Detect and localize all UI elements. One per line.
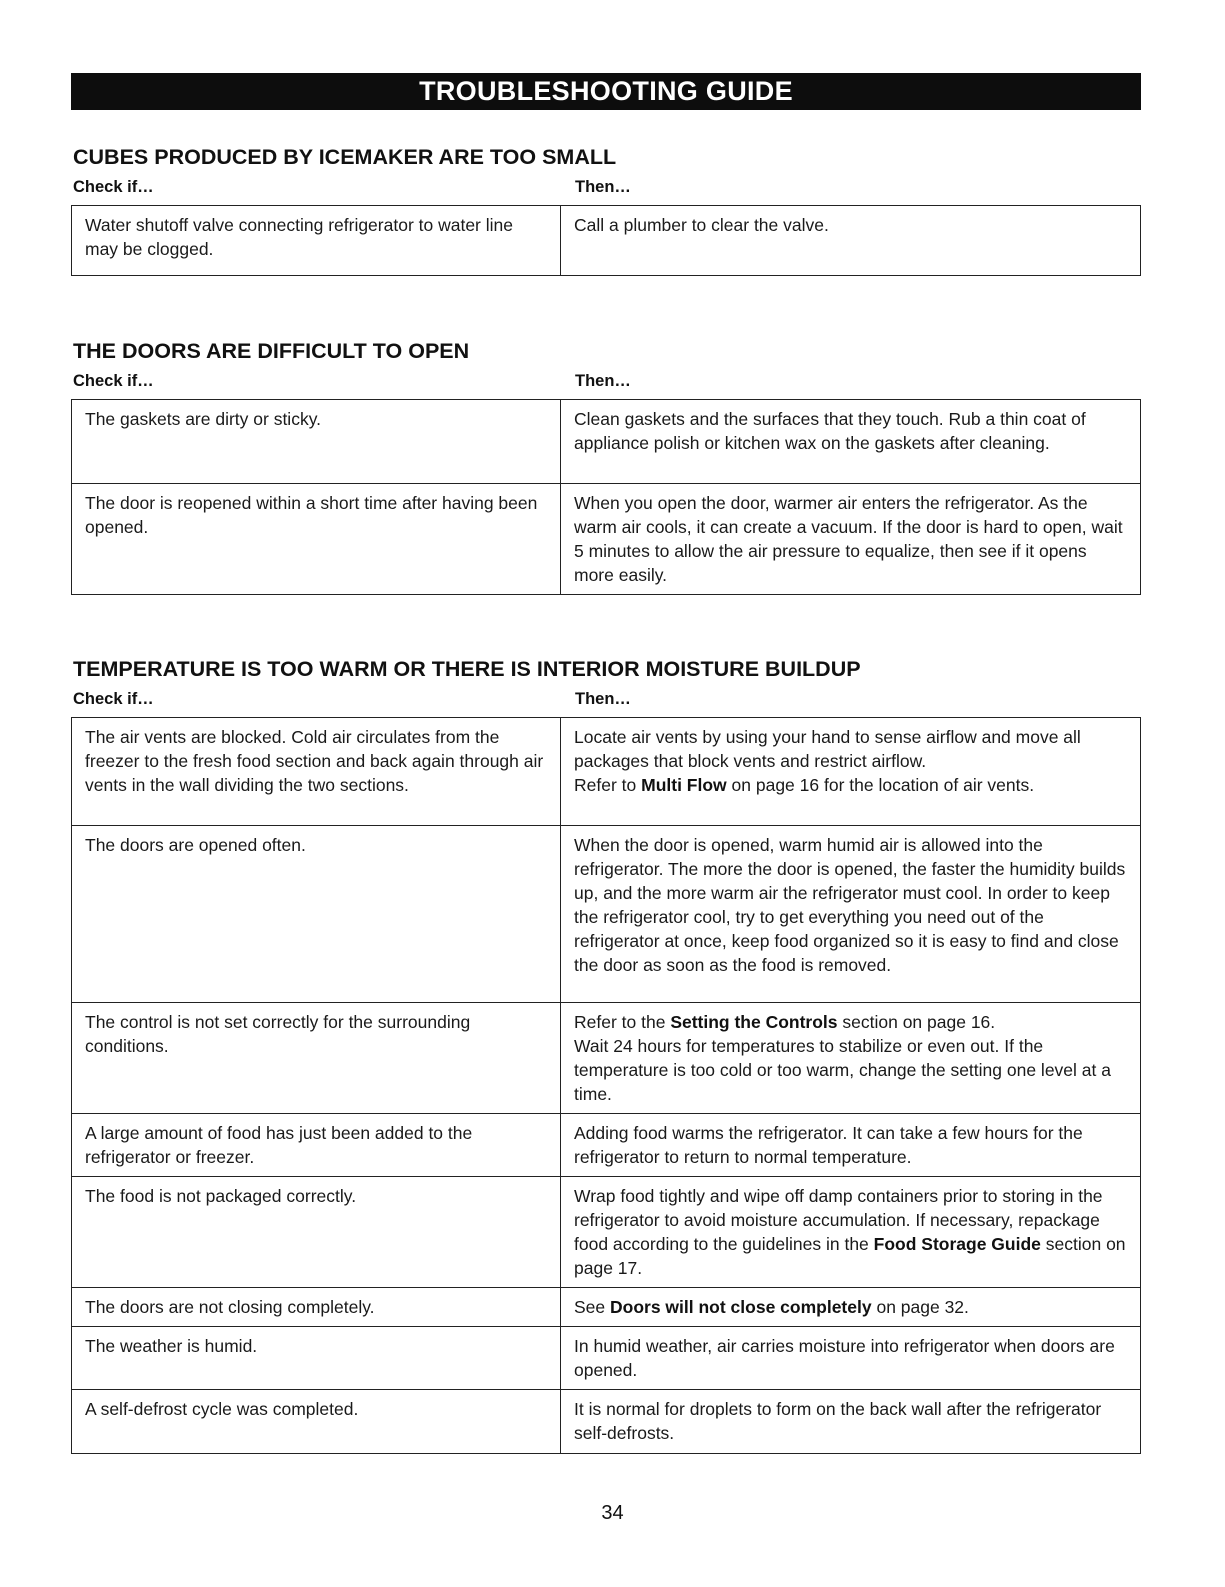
then-text: Wait 24 hours for temperatures to stabilize or even out. If the temperature is too cold or too warm, change the setting one level at a time.	[574, 1036, 1111, 1104]
then-text: Locate air vents by using your hand to sense airflow and move all packages that block vents and restrict airflow.	[574, 727, 1081, 771]
check-cell: The air vents are blocked. Cold air circulates from the freezer to the fresh food section and back again through air vents in the wall dividing the two sections.	[72, 718, 561, 826]
troubleshooting-table	[71, 717, 1141, 1454]
then-emphasis: Multi Flow	[641, 775, 727, 795]
section-title: TEMPERATURE IS TOO WARM OR THERE IS INTERIOR MOISTURE BUILDUP	[73, 657, 861, 681]
section-title: CUBES PRODUCED BY ICEMAKER ARE TOO SMALL	[73, 145, 617, 169]
check-cell: The doors are opened often.	[72, 826, 561, 1003]
check-cell: The gaskets are dirty or sticky.	[72, 400, 561, 484]
check-cell: The door is reopened within a short time after having been opened.	[72, 484, 561, 595]
page-number: 34	[601, 1502, 624, 1524]
section-doors	[71, 338, 1141, 595]
page-banner: TROUBLESHOOTING GUIDE	[71, 73, 1141, 110]
then-cell	[561, 718, 1141, 826]
table-row	[72, 826, 1141, 1003]
then-emphasis: Doors will not close completely	[610, 1297, 872, 1317]
then-text: section on page 16.	[837, 1012, 996, 1032]
check-header: Check if…	[73, 690, 154, 708]
table-row	[72, 718, 1141, 826]
then-cell: Clean gaskets and the surfaces that they touch. Rub a thin coat of appliance polish or kitchen wax on the gaskets after cleaning.	[561, 400, 1141, 484]
check-header: Check if…	[73, 372, 154, 390]
then-header: Then…	[575, 372, 631, 390]
column-headers	[71, 690, 1141, 712]
troubleshooting-table	[71, 205, 1141, 276]
then-header: Then…	[575, 178, 631, 196]
section-title: THE DOORS ARE DIFFICULT TO OPEN	[73, 339, 470, 363]
column-headers	[71, 178, 1141, 200]
check-cell: The weather is humid.	[72, 1327, 561, 1390]
then-cell: When you open the door, warmer air enters the refrigerator. As the warm air cools, it can create a vacuum. If the door is hard to open, wait 5 minutes to allow the air pressure to equalize, then see if it opens more easily.	[561, 484, 1141, 595]
then-emphasis: Food Storage Guide	[873, 1234, 1041, 1254]
then-cell: It is normal for droplets to form on the back wall after the refrigerator self-defrosts.	[561, 1390, 1141, 1454]
then-text: section on page 17.	[574, 1234, 1126, 1278]
check-cell: The doors are not closing completely.	[72, 1288, 561, 1327]
table-row	[72, 1288, 1141, 1327]
then-text: Refer to the	[574, 1012, 671, 1032]
table-row	[72, 1327, 1141, 1390]
then-cell	[561, 1177, 1141, 1288]
table-row	[72, 484, 1141, 595]
then-text: See	[574, 1297, 610, 1317]
table-row	[72, 400, 1141, 484]
check-cell: A self-defrost cycle was completed.	[72, 1390, 561, 1454]
check-cell: A large amount of food has just been added to the refrigerator or freezer.	[72, 1114, 561, 1177]
then-cell: Call a plumber to clear the valve.	[561, 206, 1141, 276]
troubleshooting-table	[71, 399, 1141, 595]
then-cell	[561, 1003, 1141, 1114]
table-row	[72, 1390, 1141, 1454]
then-cell: In humid weather, air carries moisture into refrigerator when doors are opened.	[561, 1327, 1141, 1390]
then-text: on page 32.	[871, 1297, 969, 1317]
then-text: on page 16 for the location of air vents.	[726, 775, 1035, 795]
check-header: Check if…	[73, 178, 154, 196]
then-text: Wrap food tightly and wipe off damp containers prior to storing in the refrigerator to avoid moisture accumulation. If necessary, repackage food according to the guidelines in the	[574, 1186, 1103, 1254]
then-cell	[561, 1288, 1141, 1327]
table-row	[72, 1177, 1141, 1288]
column-headers	[71, 372, 1141, 394]
then-text: Refer to	[574, 775, 642, 795]
check-cell: The food is not packaged correctly.	[72, 1177, 561, 1288]
check-cell: The control is not set correctly for the surrounding conditions.	[72, 1003, 561, 1114]
then-header: Then…	[575, 690, 631, 708]
table-row	[72, 1003, 1141, 1114]
section-icemaker	[71, 144, 1141, 276]
section-temperature	[71, 656, 1141, 1454]
then-cell: When the door is opened, warm humid air is allowed into the refrigerator. The more the door is opened, the faster the humidity builds up, and the more warm air the refrigerator must cool. In order to keep the refrigerator cool, try to get everything you need out of the refrigerator at once, keep food organized so it is easy to find and close the door as soon as the food is removed.	[561, 826, 1141, 1003]
table-row	[72, 206, 1141, 276]
table-row	[72, 1114, 1141, 1177]
then-cell: Adding food warms the refrigerator. It can take a few hours for the refrigerator to return to normal temperature.	[561, 1114, 1141, 1177]
check-cell: Water shutoff valve connecting refrigerator to water line may be clogged.	[72, 206, 561, 276]
then-emphasis: Setting the Controls	[670, 1012, 838, 1032]
